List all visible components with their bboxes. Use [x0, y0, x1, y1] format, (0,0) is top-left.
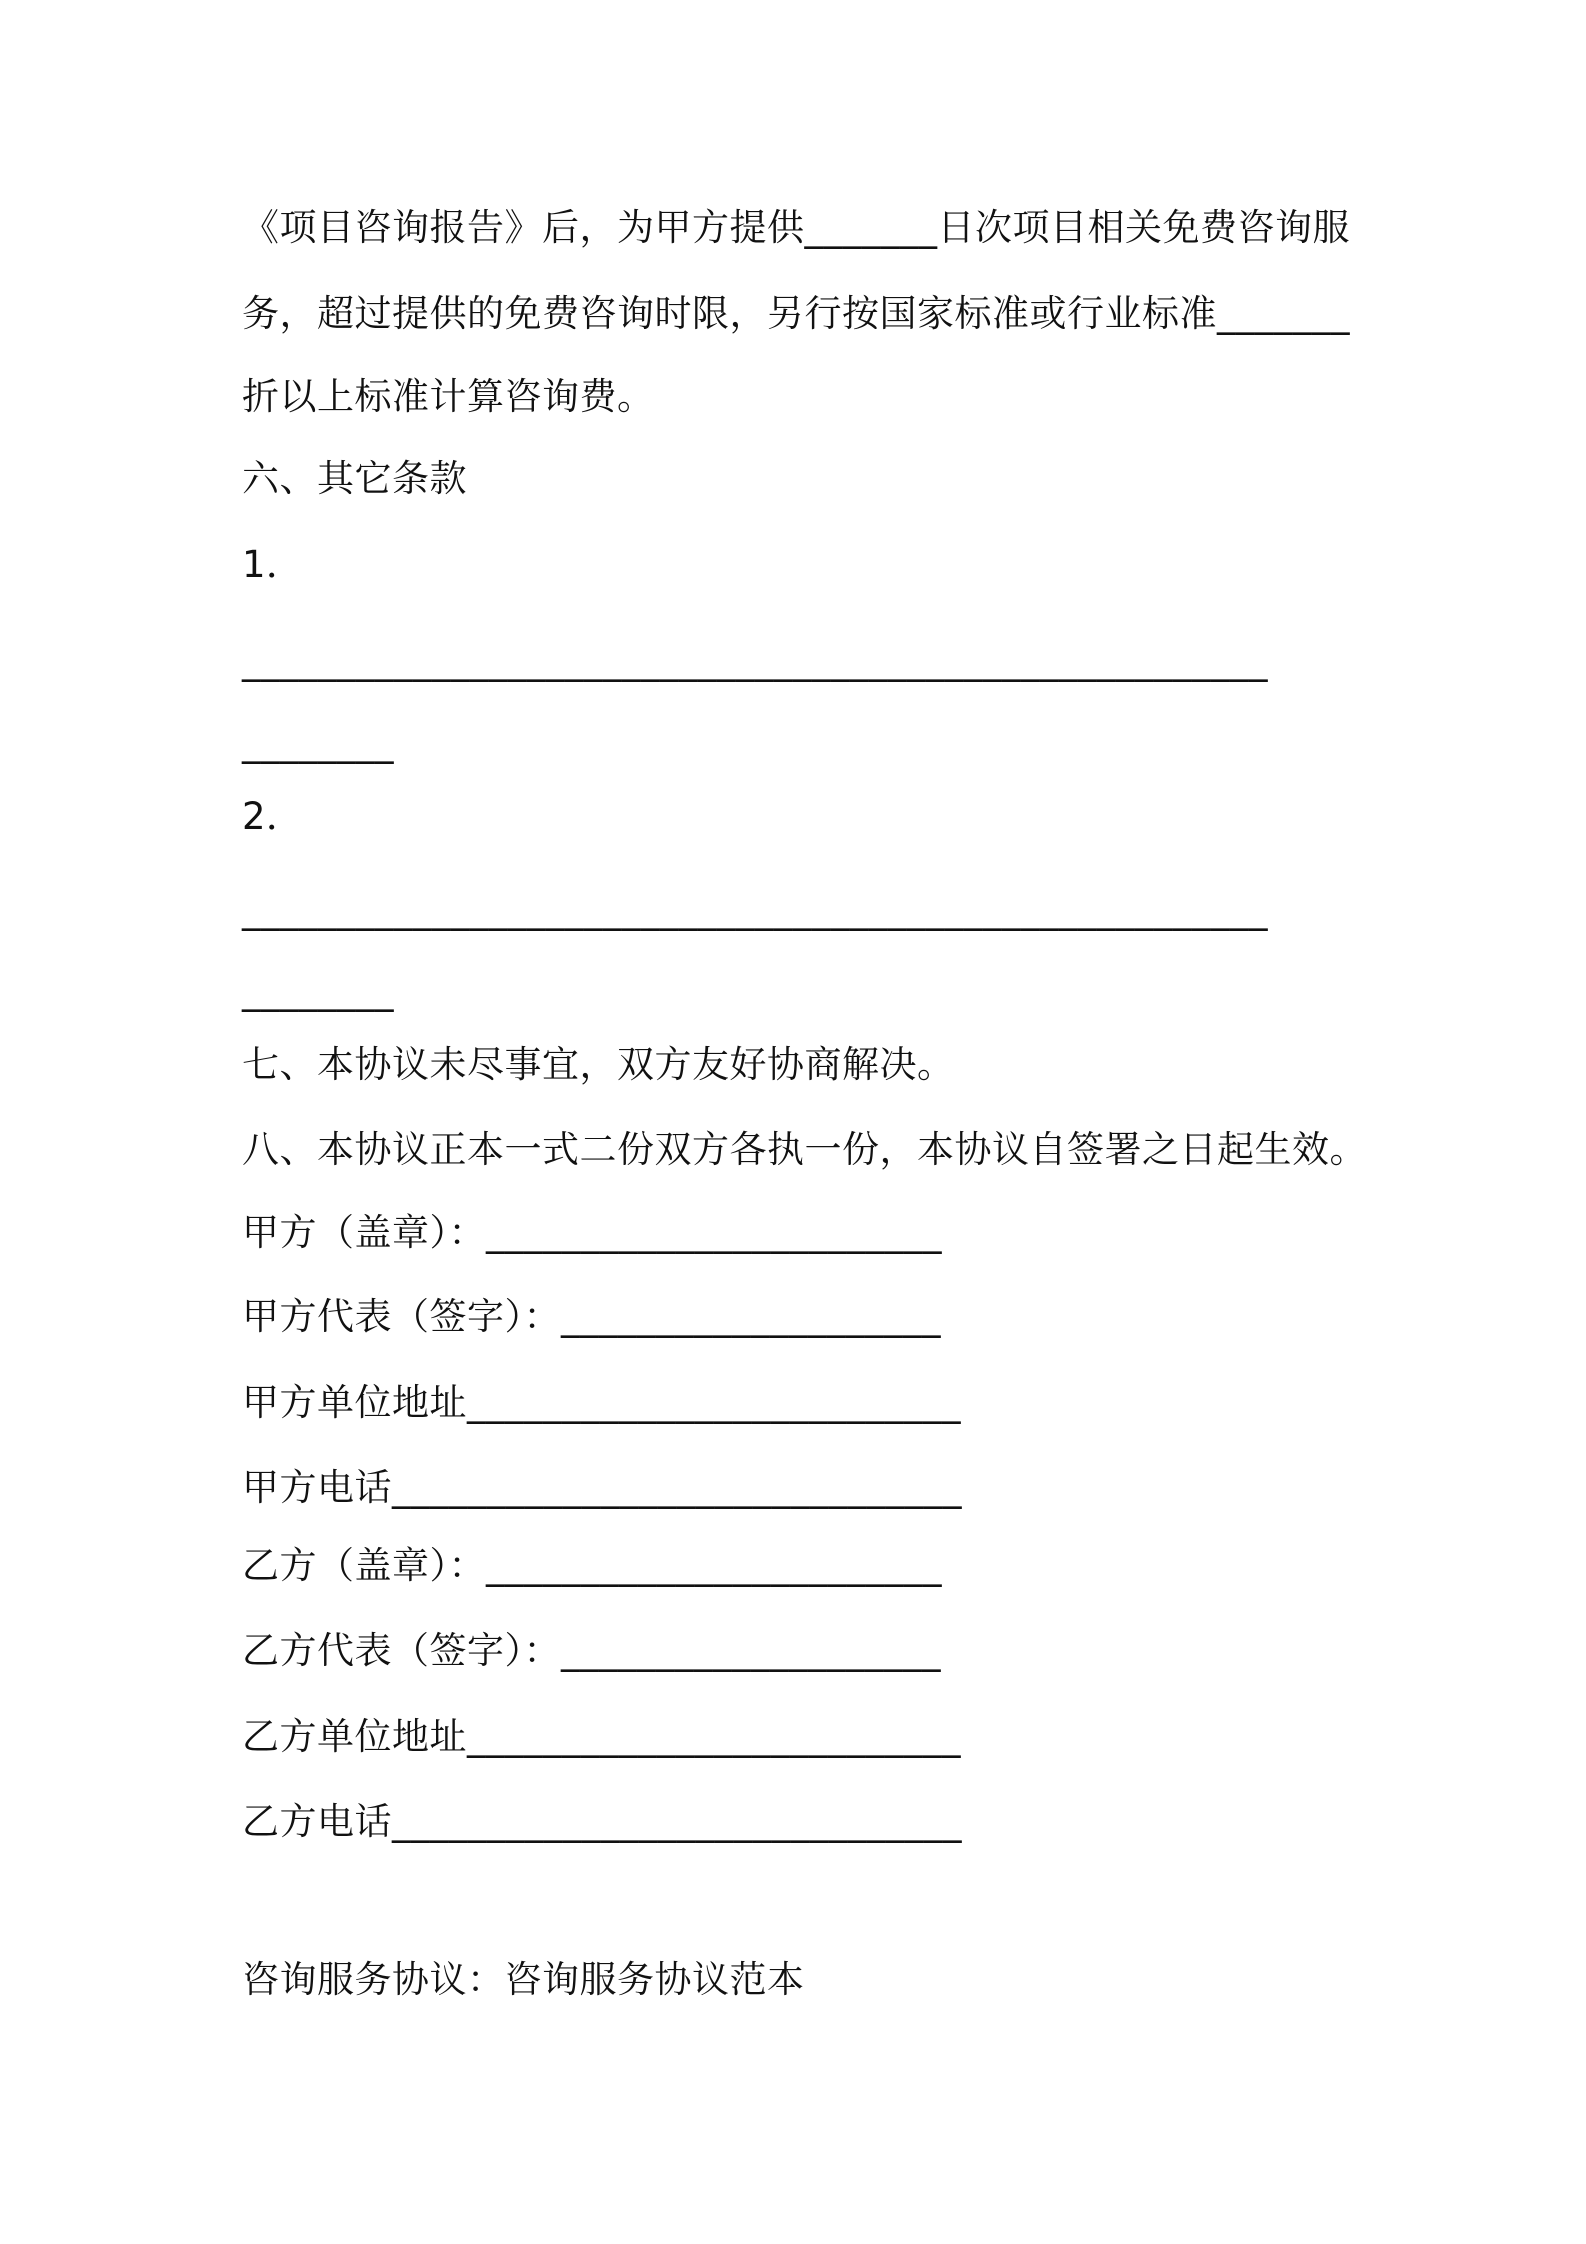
paragraph-line: 务，超过提供的免费咨询时限，另行按国家标准或行业标准_______ — [242, 292, 1350, 335]
section-heading: 八、本协议正本一式二份双方各执一份，本协议自签署之日起生效。 — [242, 1128, 1367, 1171]
blank-line: ________ — [242, 969, 394, 1012]
section-heading: 七、本协议未尽事宜，双方友好协商解决。 — [242, 1043, 955, 1086]
paragraph-line: 《项目咨询报告》后，为甲方提供_______日次项目相关免费咨询服 — [242, 206, 1350, 249]
signature-field-party-a-seal: 甲方（盖章）：________________________ — [242, 1211, 942, 1254]
blank-line: ________ — [242, 721, 394, 764]
signature-field-party-a-phone: 甲方电话______________________________ — [242, 1466, 962, 1509]
blank-line: ______________________________________________________ — [242, 888, 1268, 931]
section-heading: 六、其它条款 — [242, 457, 467, 500]
signature-field-party-a-representative: 甲方代表（签字）：____________________ — [242, 1295, 941, 1338]
signature-field-party-a-address: 甲方单位地址__________________________ — [242, 1381, 961, 1424]
paragraph-line: 折以上标准计算咨询费。 — [242, 375, 655, 418]
signature-field-party-b-representative: 乙方代表（签字）：____________________ — [242, 1629, 941, 1672]
signature-field-party-b-seal: 乙方（盖章）：________________________ — [242, 1544, 942, 1587]
signature-field-party-b-address: 乙方单位地址__________________________ — [242, 1715, 961, 1758]
list-item-number: 2． — [242, 795, 304, 838]
signature-field-party-b-phone: 乙方电话______________________________ — [242, 1800, 962, 1843]
footer-title: 咨询服务协议：咨询服务协议范本 — [242, 1958, 805, 2001]
list-item-number: 1． — [242, 543, 304, 586]
blank-line: ______________________________________________________ — [242, 639, 1268, 682]
